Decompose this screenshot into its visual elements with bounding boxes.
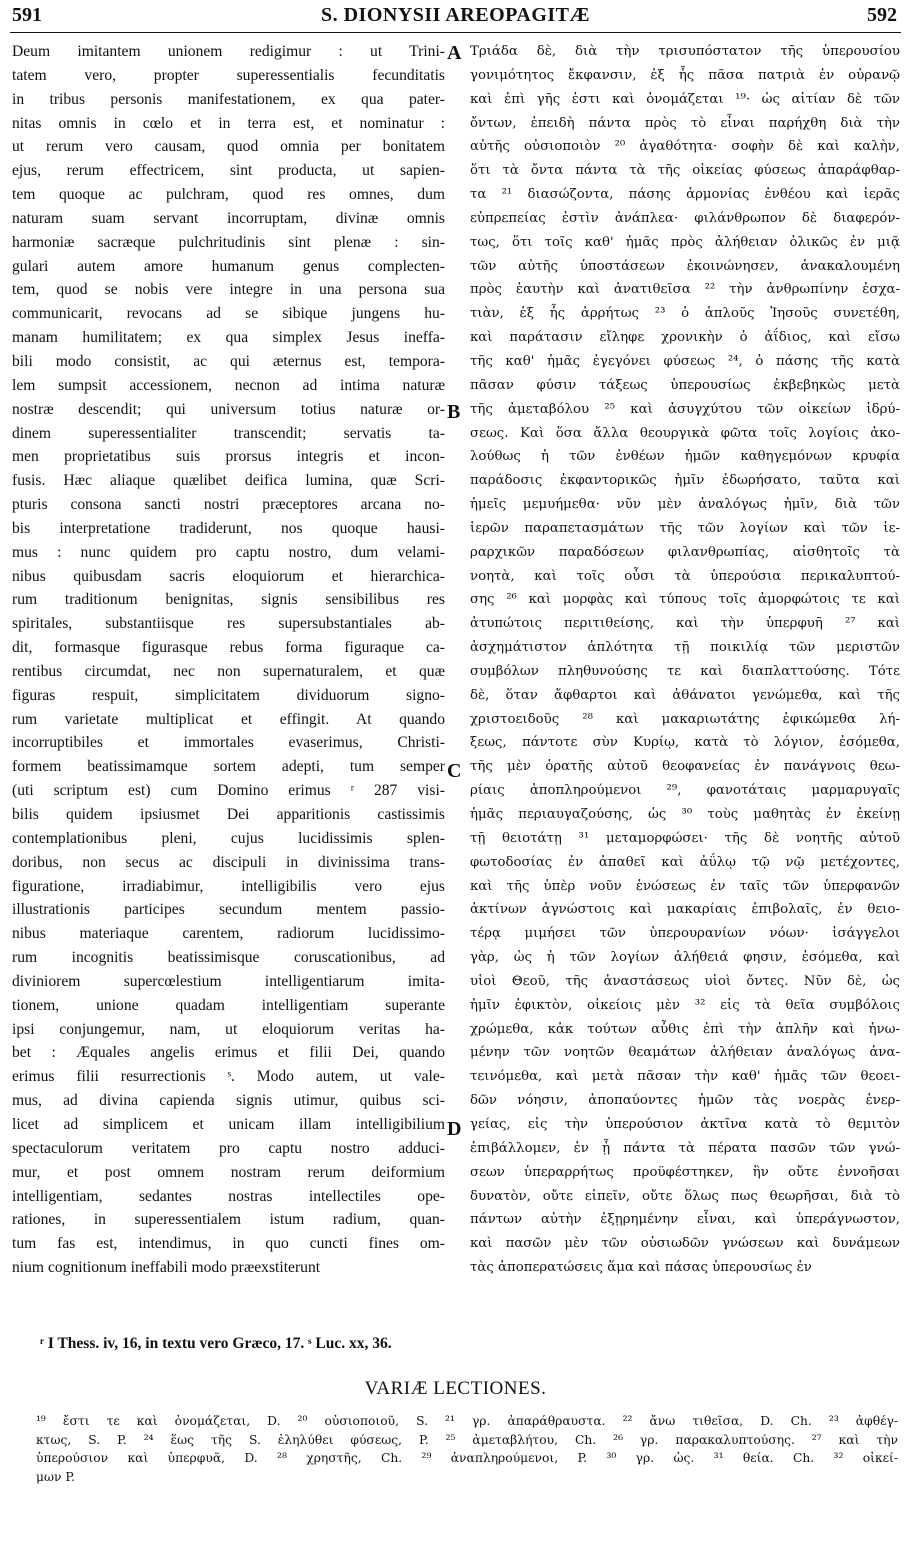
greek-text-line: γὰρ, ὡς ἡ τῶν λογίων ἀλήθειά φησιν, ἐσόμεθα, καὶ <box>470 950 900 966</box>
latin-text-line: licet ad simplicem et unicam illam intelligibilium <box>12 1115 445 1133</box>
greek-text-line: ξεως, πάντοτε σὺν Κυρίῳ, κατὰ τὸ λόγιον, ἐσόμεθα, <box>470 735 900 751</box>
greek-text-line: πᾶσαν φύσιν τάξεως ὑπερουσίως ἐκβεβηκὼς μετὰ <box>470 377 900 393</box>
greek-text-line: ὅτι τὰ ὄντα πάντα τὰ τῆς οἰκείας φύσεως ἀπαράφθαρ- <box>470 163 900 179</box>
greek-text-line: σης ²⁶ καὶ μορφὰς καὶ τύπους τοῖς ἀμορφώτοις τε καὶ <box>470 592 900 608</box>
greek-text-line: υἱοὶ Θεοῦ, τῆς ἀναστάσεως υἱοὶ ὄντες. Νῦν δὲ, ὡς <box>470 973 900 989</box>
latin-column <box>12 40 445 1280</box>
latin-text-line: bili modo consistit, ac qui æternus est, tempora- <box>12 352 445 370</box>
greek-text-line: αὐτῆς οὐσιοποιὸν ²⁰ ἀγαθότητα· σοφὴν δὲ καὶ καλὴν, <box>470 139 900 155</box>
latin-text-line: tem quoque ac pulchram, quod res omnes, dum <box>12 186 445 204</box>
greek-text-line: ἀκτίνων ἀγνώστοις καὶ μακαρίαις ἐπιβολαῖς, ἐν θειο- <box>470 902 900 918</box>
greek-text-line: παράδοσις ἐκφαντορικῶς ἡμῖν ἐδωρήσατο, ταῦτα καὶ <box>470 473 900 489</box>
latin-text-line: gulari autem amore humanum genus complecten- <box>12 257 445 275</box>
greek-text-line: τεινόμεθα, καὶ μετὰ πᾶσαν τὴν καθ' ἡμᾶς τῶν θεοει- <box>470 1069 900 1085</box>
margin-marker-c: C <box>447 760 462 782</box>
variant-reading-line: ὑπερούσιον καὶ ὑπερφυᾶ, D. ²⁸ χρηστῆς, Ch. ²⁹ ἀναπληρούμενοι, P. ³⁰ γρ. ὡς. ³¹ θεία. Ch. ³² οἰκεί- <box>36 1451 898 1465</box>
latin-text-line: communicarit, revocans ad se sibique jungens hu- <box>12 305 445 323</box>
margin-marker-a: A <box>447 42 462 64</box>
greek-text-line: γονιμότητος ἔκφανσιν, ἐξ ἧς πᾶσα πατριὰ ἐν οὐρανῷ <box>470 67 900 83</box>
latin-text-line: figuratione, irradiabimur, intelligibilis vero ejus <box>12 877 445 895</box>
latin-text-line: nibus quibusdam sacris eloquiorum et hierarchica- <box>12 567 445 585</box>
latin-text-line: in tribus personis manifestationem, ex qua pater- <box>12 90 445 108</box>
greek-text-line: καὶ παράτασιν εἴληφε χρονικὴν ὁ ἀΐδιος, καὶ εἴσω <box>470 330 900 346</box>
greek-text-line: χριστοειδοῦς ²⁸ καὶ μακαριωτάτης ἐφικώμεθα λή- <box>470 711 900 727</box>
variant-reading-line: ¹⁹ ἔστι τε καὶ ὀνομάζεται, D. ²⁰ οὐσιοποιοῦ, S. ²¹ γρ. ἀπαράθραυστα. ²² ἄνω τιθεῖσα, D. Ch. ²³ ἀφθέγ- <box>36 1414 898 1428</box>
latin-text-line: harmoniæ sacræque pulchritudinis sint plenæ : sin- <box>12 233 445 251</box>
latin-text-line: nium cognitionum ineffabili modo præexstiterunt <box>12 1259 321 1277</box>
margin-marker-b: B <box>447 401 461 423</box>
latin-text-line: tem, quod se nobis vere integre in una persona sua <box>12 281 445 299</box>
latin-text-line: lem sumpsit accessionem, necnon ad intima naturæ <box>12 376 445 394</box>
latin-text-line: ipsi conjungemur, nam, ut eloquiorum veritas ha- <box>12 1020 445 1038</box>
latin-text-line: tatem vero, propter superessentialis fecunditatis <box>12 66 445 84</box>
greek-text-line: ραρχικῶν παραδόσεων φιλανθρωπίας, αἰσθητοῖς τὰ <box>470 544 900 560</box>
page-number-right: 592 <box>867 4 897 26</box>
latin-text-line: illustrationis participes secundum mentem passio- <box>12 901 445 919</box>
latin-text-line: tionem, unione quadam intelligentiam superante <box>12 996 445 1014</box>
latin-text-line: nostræ descendit; qui universum totius naturæ or- <box>12 400 445 418</box>
greek-text-line: γείας, εἰς τὴν ὑπερούσιον ἀκτῖνα κατὰ τὸ θεμιτὸν <box>470 1116 900 1132</box>
variant-readings <box>36 1412 898 1486</box>
greek-text-line: συμβόλων πληθυνούσης τε καὶ διαπλαττούσης. Τότε <box>470 663 900 679</box>
latin-text-line: bilis quidem ipsiusmet Dei apparitionis castissimis <box>12 806 445 823</box>
greek-text-line: δυνατὸν, οὔτε εἰπεῖν, οὔτε ὅλως πως θεωρῆσαι, διὰ τὸ <box>470 1188 900 1204</box>
variant-reading-line: μων P. <box>36 1469 76 1484</box>
margin-marker-d: D <box>447 1118 462 1140</box>
latin-text-line: incorruptibiles et immortales evaserimus, Christi- <box>12 734 445 752</box>
greek-text-line: τα ²¹ διασώζοντα, πάσης ἁρμονίας ἐνθέου καὶ ἱερᾶς <box>470 187 900 203</box>
greek-text-line: χρώμεθα, κἀκ τούτων αὖθις ἐπὶ τὴν ἁπλῆν καὶ ἡνω- <box>470 1021 900 1037</box>
latin-text-line: nitas omnis in cœlo et in terra est, et nominatur : <box>12 114 445 132</box>
greek-text-line: τῆς μὲν ὁρατῆς αὐτοῦ θεοφανείας ἐν πανάγνοις θεω- <box>470 759 900 775</box>
latin-text-line: rum varietate multiplicat et effingit. At quando <box>12 710 445 728</box>
greek-text-line: νοητὰ, καὶ τοῖς οὖσι τὰ ὑπερούσια περικαλυπτού- <box>470 568 900 584</box>
greek-text-line: σεως. Καὶ ὅσα ἄλλα θεουργικὰ φῶτα τοῖς λογίοις ἀκο- <box>470 425 900 441</box>
greek-text-line: δὲ, ὅταν ἄφθαρτοι καὶ ἀθάνατοι γενώμεθα, καὶ τῆς <box>470 687 900 703</box>
footnote: ʳ I Thess. iv, 16, in textu vero Græco, 17. ˢ Luc. xx, 36. <box>40 1335 392 1352</box>
latin-text-line: intelligentiam, sedantes nostras intellectiles ope- <box>12 1187 445 1205</box>
page-number-left: 591 <box>12 4 42 26</box>
latin-text-line: rentibus circumdat, nec non supernaturalem, et quæ <box>12 662 445 680</box>
greek-text-line: τως, ὅτι τοῖς καθ' ἡμᾶς πρὸς ἀλήθειαν ὁλικῶς ἐν μιᾷ <box>470 234 900 250</box>
latin-text-line: figuras respuit, simplicitatem dividuorum signo- <box>12 686 445 704</box>
latin-text-line: mus, ad divina capienda signis utimur, quibus sci- <box>12 1092 445 1110</box>
latin-text-line: Deum imitantem unionem redigimur : ut Trini- <box>12 43 445 60</box>
latin-text-line: manam humilitatem; ex qua simplex Jesus ineffa- <box>12 329 445 347</box>
latin-text-line: bis interpretatione tradiderunt, nos quoque hausi- <box>12 519 445 537</box>
greek-text-line: φωτοδοσίας ἐν ἀπαθεῖ καὶ ἀΰλῳ τῷ νῷ μετέχοντες, <box>470 854 900 870</box>
running-title: S. DIONYSII AREOPAGITÆ <box>320 4 591 26</box>
greek-text-line: ἐπιβάλλομεν, ἐν ᾗ πάντα τὰ πέρατα πασῶν τῶν γνώ- <box>470 1140 900 1156</box>
latin-text-line: pturis consona sancti nostri præceptores arcana no- <box>12 496 445 514</box>
latin-text-line: rum traditionum benignitas, signis sensibilibus res <box>12 591 445 609</box>
greek-text-line: πάντων αὐτὴν ἐξῃρημένην εἶναι, καὶ ὑπεράγνωστον, <box>470 1212 900 1228</box>
greek-text-line: τὰς ἀποπερατώσεις ἅμα καὶ πάσας ὑπερουσίως ἐν <box>470 1260 812 1276</box>
greek-text-line: καὶ πασῶν μὲν τῶν οὐσιωδῶν γνώσεων καὶ δυνάμεων <box>470 1236 900 1252</box>
greek-text-line: καὶ τῆς ὑπὲρ νοῦν ἑνώσεως ἐν ταῖς τῶν ὑπερφανῶν <box>470 878 900 894</box>
greek-text-line: μένην τῶν νοητῶν θεαμάτων ἀλήθειαν ἀναλόγως ἀνα- <box>470 1045 900 1061</box>
greek-text-line: τιὰν, ἐξ ἧς ἀρρήτως ²³ ὁ ἁπλοῦς Ἰησοῦς συνετέθη, <box>470 306 900 322</box>
latin-text-line: doribus, non secus ac discipuli in divinissima trans- <box>12 853 445 871</box>
latin-text-line: tum fas est, intendimus, in quo cuncti fines om- <box>12 1235 445 1253</box>
latin-text-line: bet : Æquales angelis erimus et filii Dei, quando <box>12 1044 445 1062</box>
latin-text-line: fusis. Hæc aliaque quælibet deifica lumina, quæ Scri- <box>12 472 445 490</box>
latin-text-line: dit, formasque figurasque rebus forma figuraque ca- <box>12 639 445 657</box>
greek-text-line: ἡμῖν ἐφικτὸν, οἰκείοις μὲν ³² εἰς τὰ θεῖα συμβόλοις <box>470 997 900 1013</box>
greek-text-line: ἀτυπώτοις περιτιθείσης, καὶ τὴν ὑπερφυῆ ²⁷ καὶ <box>470 616 900 632</box>
greek-text-line: δῶν νόησιν, ἀποπαύοντες ἡμῶν τὰς νοερὰς ἐνερ- <box>470 1093 900 1109</box>
greek-text-line: ἀσχημάτιστον ἁπλότητα τῇ ποικιλίᾳ τῶν μεριστῶν <box>470 640 900 656</box>
greek-text-line: ἱερῶν παραπετασμάτων τῆς τῶν λογίων καὶ τῶν ἱε- <box>470 520 900 536</box>
section-title: VARIÆ LECTIONES. <box>364 1378 547 1399</box>
greek-text-line: ἡμεῖς μεμυήμεθα· νῦν μὲν ἀναλόγως ἡμῖν, διὰ τῶν <box>470 497 900 513</box>
greek-text-line: τῆς καθ' ἡμᾶς ἐγεγόνει φύσεως ²⁴, ὁ πάσης τῆς κατὰ <box>470 353 900 369</box>
greek-text-line: ἡμᾶς περιαυγαζούσης, ὡς ³⁰ τοὺς μαθητὰς ἐν ἐκείνῃ <box>470 807 900 822</box>
latin-text-line: spiritales, substantiisque res supersubstantiales ab- <box>12 615 445 633</box>
latin-text-line: mus : nunc quidem pro captu nostro, dum velami- <box>12 543 445 561</box>
greek-text-line: ρίαις ἀποπληρούμενοι ²⁹, φανοτάταις μαρμαρυγαῖς <box>470 783 900 799</box>
latin-text-line: formem beatissimamque sortem adepti, tum semper <box>12 758 445 776</box>
latin-text-line: mur, et post omnem nostram rerum deiformium <box>12 1163 445 1181</box>
greek-text-line: πρὸς ἑαυτὴν καὶ ἀνατιθεῖσα ²² τὴν ἀνθρωπίνην ἐσχα- <box>470 282 900 298</box>
latin-text-line: ejus, rerum effectricem, sint producta, ut sapien- <box>12 162 445 180</box>
greek-text-line: τέρᾳ μιμήσει τῶν ὑπερουρανίων νόων· ἰσάγγελοι <box>470 926 900 942</box>
variant-reading-line: κτως, S. P. ²⁴ ἕως τῆς S. ἐληλύθει φύσεως, P. ²⁵ ἀμεταβλήτου, Ch. ²⁶ γρ. παρακαλυπτούσης. ²⁷ καὶ τὴν <box>36 1432 898 1447</box>
latin-text-line: men proprietatibus suis prorsus integris et incon- <box>12 448 445 466</box>
latin-text-line: spectaculorum veritatem pro captu nostro adduci- <box>12 1139 445 1157</box>
greek-text-line: Τριάδα δὲ, διὰ τὴν τρισυπόστατον τῆς ὑπερουσίου <box>470 44 900 59</box>
greek-text-line: σεων ὑπεραρρήτως προϋφέστηκεν, ἣν οὔτε ἐννοῆσαι <box>470 1164 900 1180</box>
greek-text-line: καὶ ἐπὶ γῆς ἐστι καὶ ὀνομάζεται ¹⁹· ὡς αἰτίαν δὲ τῶν <box>470 91 900 107</box>
greek-column <box>470 40 900 1280</box>
latin-text-line: erimus filii resurrectionis ˢ. Modo autem, ut vale- <box>12 1068 445 1086</box>
latin-text-line: ut rerum vero causam, quod omnia per bonitatem <box>12 138 445 156</box>
greek-text-line: ὄντων, ἐπειδὴ πάντα πρὸς τὸ εἶναι παρήχθη διὰ τὴν <box>470 115 900 131</box>
latin-text-line: diviniorem supercœlestium intelligentiarum imita- <box>12 972 445 990</box>
latin-text-line: nibus materiaque carentem, radiorum lucidissimo- <box>12 925 445 943</box>
latin-text-line: dinem superessentialiter transcendit; servatis ta- <box>12 424 445 442</box>
greek-text-line: λούθως ἡ τῶν ἐνθέων ἡμῶν καθηγεμόνων κρυφία <box>470 449 900 465</box>
greek-text-line: τῶν αὐτῆς ὑποστάσεων ἐκοινώνησεν, ἀνακαλουμένη <box>470 258 900 274</box>
latin-text-line: rum incognitis beatissimisque coruscationibus, ad <box>12 949 445 967</box>
latin-text-line: naturam suam servant incorruptam, divinæ omnis <box>12 209 445 227</box>
header-rule <box>10 32 901 33</box>
latin-text-line: contemplationibus pleni, cujus lucidissimis splen- <box>12 829 445 847</box>
latin-text-line: rationes, in superessentialem istum radium, quan- <box>12 1211 445 1229</box>
greek-text-line: τῇ θειοτάτῃ ³¹ μεταμορφώσει· τῆς δὲ νοητῆς αὐτοῦ <box>470 830 900 846</box>
latin-text-line: (uti scriptum est) cum Domino erimus ʳ 287 visi- <box>12 782 445 800</box>
greek-text-line: τῆς ἀμεταβόλου ²⁵ καὶ ἀσυγχύτου τῶν οἰκείων ἱδρύ- <box>470 401 900 417</box>
greek-text-line: εὐπρεπείας ἐστὶν ἀνάπλεα· φιλάνθρωπον δὲ διαφερόν- <box>470 210 900 226</box>
